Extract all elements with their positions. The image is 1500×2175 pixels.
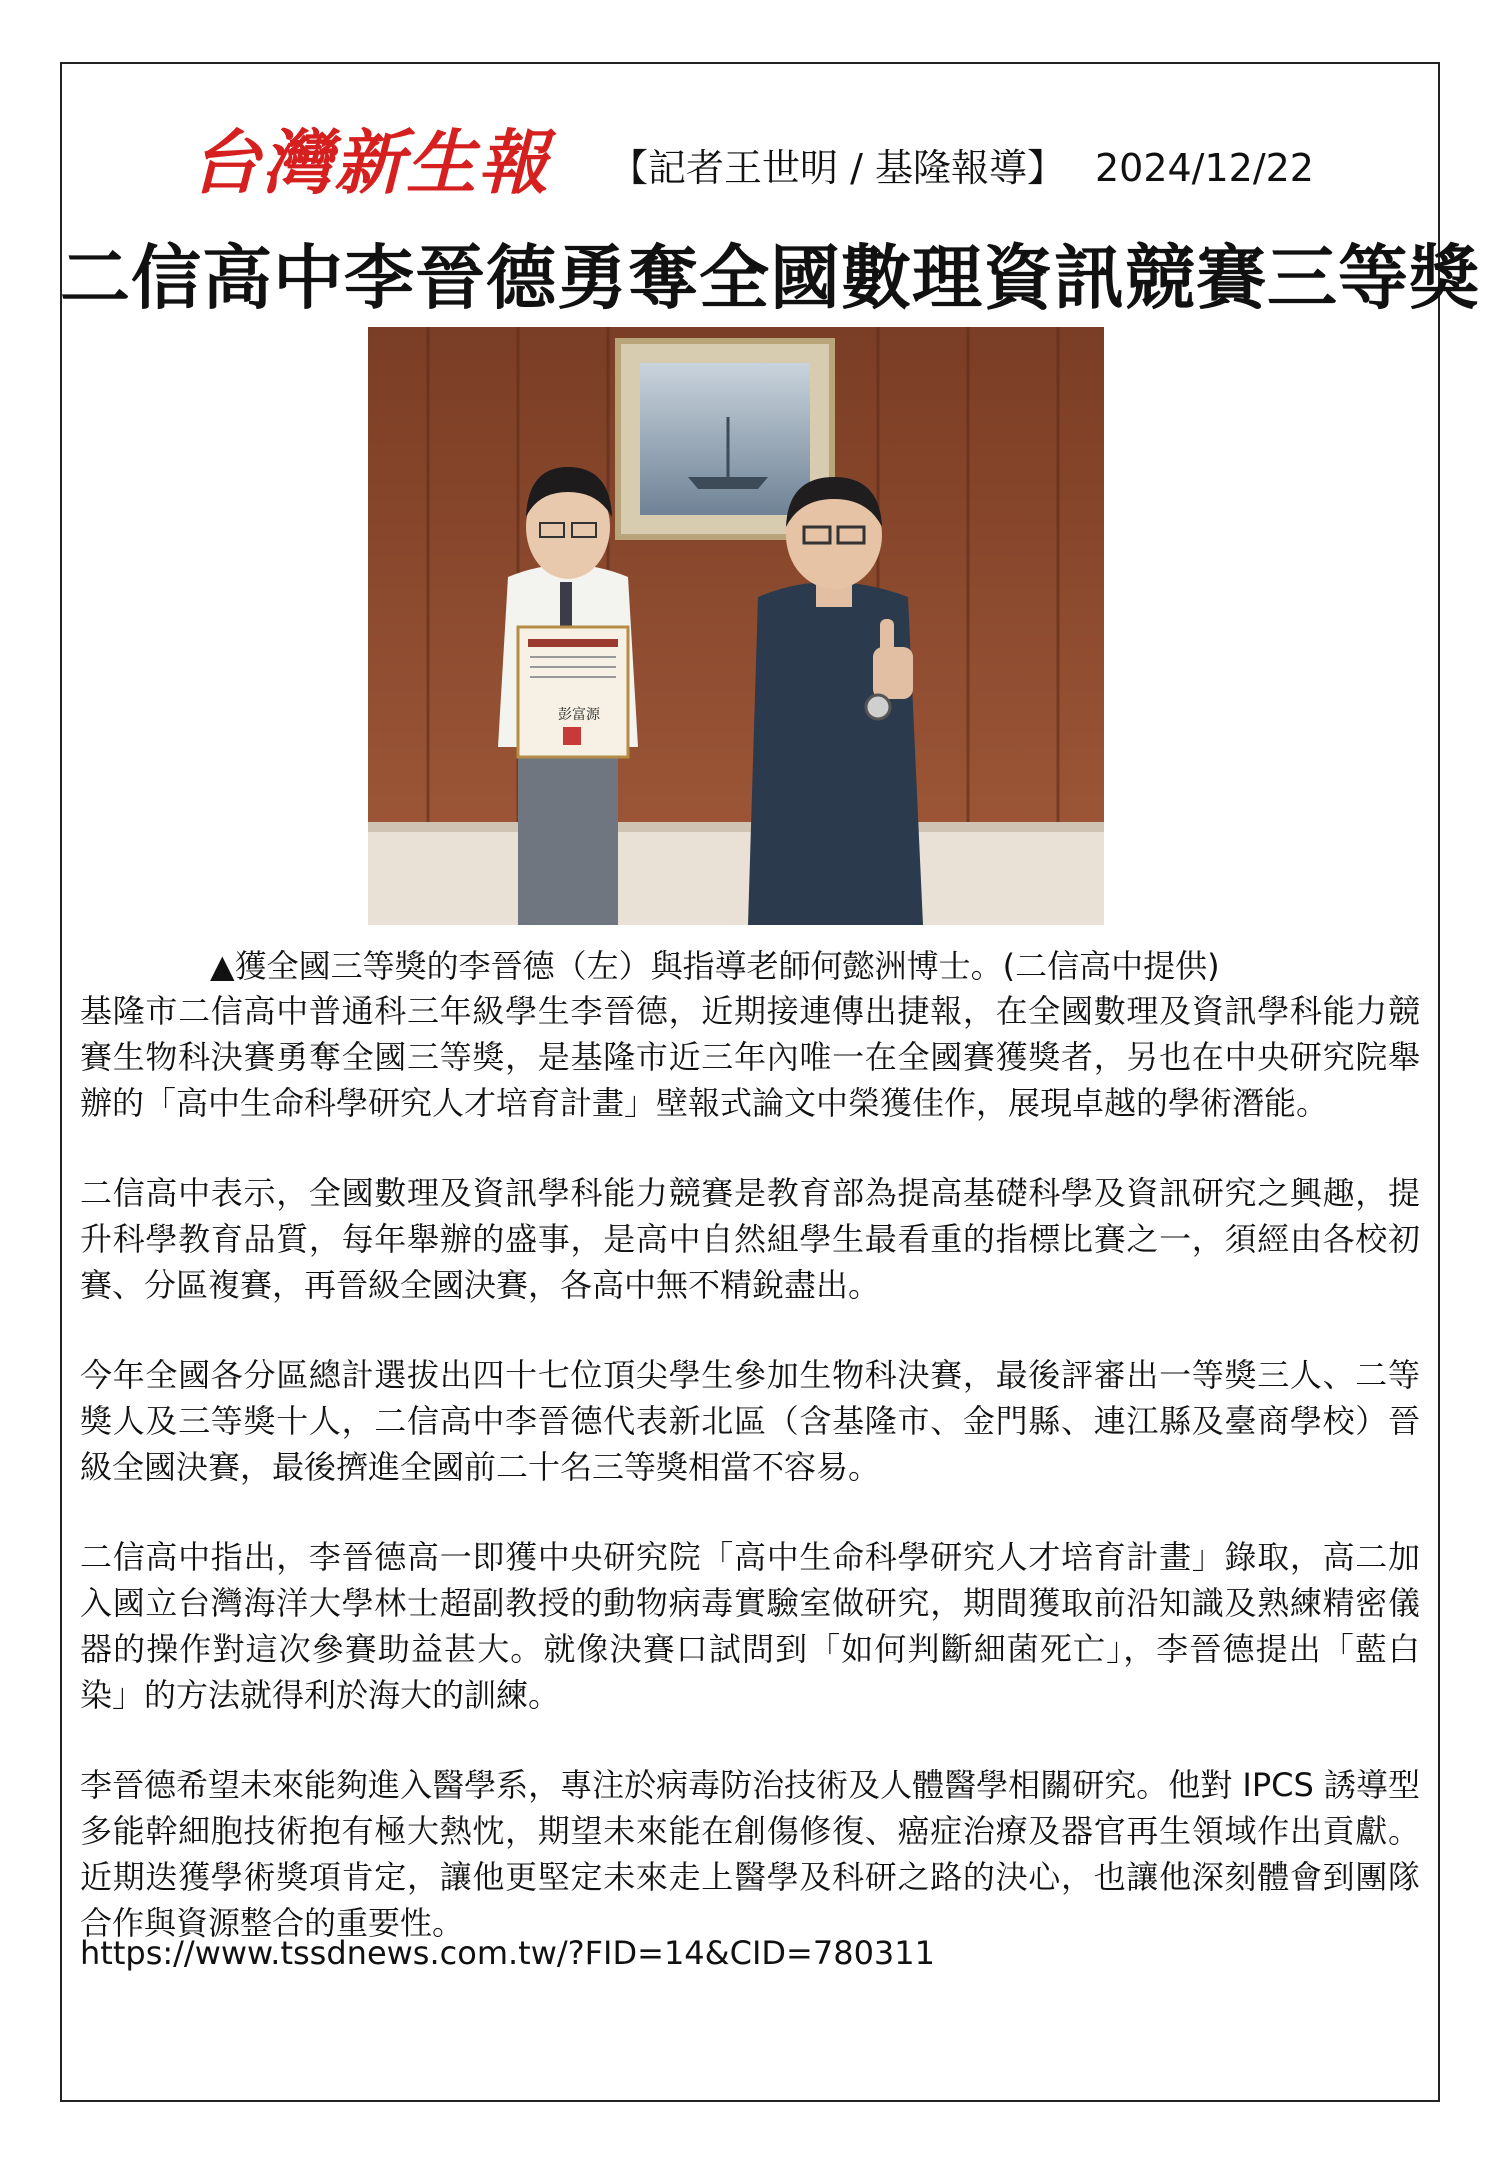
article-body xyxy=(80,988,1420,1990)
paragraph: 今年全國各分區總計選拔出四十七位頂尖學生參加生物科決賽，最後評審出一等獎三人、二等獎人及三等獎十人，二信高中李晉德代表新北區（含基隆市、金門縣、連江縣及臺商學校）晉級全國決賽，最後擠進全國前二十名三等獎相當不容易。 xyxy=(80,1356,1420,1486)
paragraph: 二信高中指出，李晉德高一即獲中央研究院「高中生命科學研究人才培育計畫」錄取，高二加入國立台灣海洋大學林士超副教授的動物病毒實驗室做研究，期間獲取前沿知識及熟練精密儀器的操作對這次參賽助益甚大。就像決賽口試問到「如何判斷細菌死亡」，李晉德提出「藍白染」的方法就得利於海大的訓練。 xyxy=(80,1538,1420,1714)
award-photo xyxy=(368,327,1104,925)
certificate-signature: 彭富源 xyxy=(558,707,600,723)
publish-date: 2024/12/22 xyxy=(1094,146,1314,190)
award-certificate xyxy=(518,627,628,757)
byline xyxy=(610,146,1314,190)
paragraph: 基隆市二信高中普通科三年級學生李晉德，近期接連傳出捷報，在全國數理及資訊學科能力競賽生物科決賽勇奪全國三等獎，是基隆市近三年內唯一在全國賽獲獎者，另也在中央研究院舉辦的「高中生命科學研究人才培育計畫」壁報式論文中榮獲佳作，展現卓越的學術潛能。 xyxy=(80,992,1420,1122)
source-url: https://www.tssdnews.com.tw/?FID=14&CID=780311 xyxy=(80,1934,935,1972)
masthead xyxy=(190,118,1340,208)
photo-caption: ▲獲全國三等獎的李晉德（左）與指導老師何懿洲博士。(二信高中提供) xyxy=(210,947,1220,985)
headline: 二信高中李晉德勇奪全國數理資訊競賽三等獎 xyxy=(60,237,1480,319)
paragraph: 李晉德希望未來能夠進入醫學系，專注於病毒防治技術及人體醫學相關研究。他對 IPCS 誘導型多能幹細胞技術抱有極大熱忱，期望未來能在創傷修復、癌症治療及器官再生領域作出貢獻。近期迭獲學術獎項肯定，讓他更堅定未來走上醫學及科研之路的決心，也讓他深刻體會到團隊合作與資源整合的重要性。 xyxy=(80,1766,1420,1942)
reporter-credit: 【記者王世明 / 基隆報導】 xyxy=(610,146,1065,190)
paragraph: 二信高中表示，全國數理及資訊學科能力競賽是教育部為提高基礎科學及資訊研究之興趣，提升科學教育品質，每年舉辦的盛事，是高中自然組學生最看重的指標比賽之一，須經由各校初賽、分區複賽，再晉級全國決賽，各高中無不精銳盡出。 xyxy=(80,1174,1420,1304)
newspaper-logo: 台灣新生報 xyxy=(190,121,550,204)
